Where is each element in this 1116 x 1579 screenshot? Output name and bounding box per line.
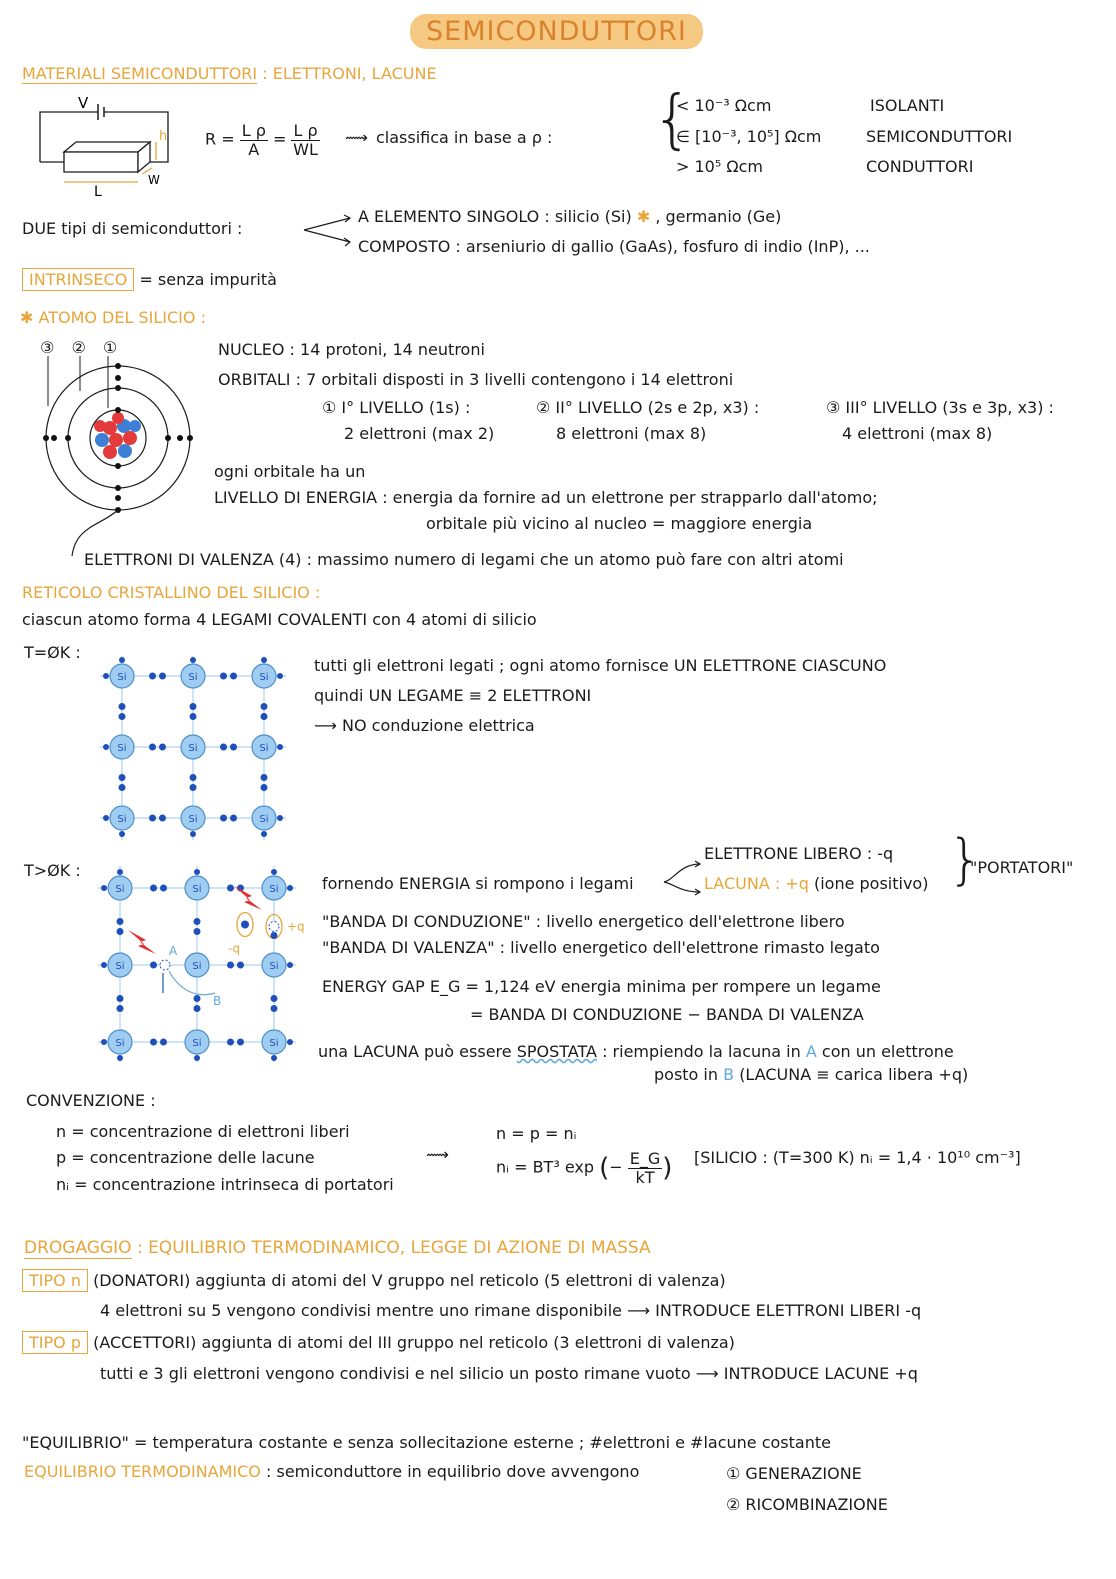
bond-electron bbox=[117, 1005, 124, 1012]
intrinsic-fraction bbox=[628, 1150, 663, 1186]
edge-electron bbox=[190, 657, 196, 663]
label-W: W bbox=[148, 173, 160, 187]
left-brace-icon: { bbox=[652, 83, 693, 157]
energy-gap-line-1: ENERGY GAP E_G = 1,124 eV energia minima per rompere un legame bbox=[322, 977, 881, 996]
doping-p-row bbox=[22, 1333, 735, 1352]
si-atom-label: Si bbox=[192, 961, 202, 972]
bond-electron bbox=[190, 703, 197, 710]
atom-heading-colon: : bbox=[200, 308, 206, 327]
free-electron-text: ELETTRONE LIBERO : -q bbox=[704, 844, 894, 863]
conduction-band-text: "BANDA DI CONDUZIONE" : livello energetico dell'elettrone libero bbox=[322, 912, 845, 931]
silicon-ni-value: [SILICIO : (T=300 K) nᵢ = 1,4 · 10¹⁰ cm⁻³] bbox=[694, 1148, 1021, 1167]
bond-electron bbox=[159, 744, 166, 751]
thermo-label: EQUILIBRIO TERMODINAMICO bbox=[24, 1462, 261, 1481]
hole-tail: (ione positivo) bbox=[813, 874, 929, 893]
energy-gap-line-2: = BANDA DI CONDUZIONE − BANDA DI VALENZA bbox=[470, 1005, 864, 1024]
level-1-marker: ① bbox=[102, 338, 124, 357]
generation-label: ① GENERAZIONE bbox=[726, 1464, 862, 1483]
si-atom-label: Si bbox=[269, 1038, 279, 1049]
bond-electron bbox=[190, 774, 197, 781]
si-atom-label: Si bbox=[117, 814, 127, 825]
bond-electron bbox=[271, 995, 278, 1002]
edge-electron bbox=[101, 1039, 107, 1045]
bond-electron bbox=[230, 815, 237, 822]
class-row-1-range: < 10⁻³ Ωcm bbox=[676, 96, 772, 115]
edge-electron bbox=[194, 1055, 200, 1061]
level-2-title: ② II° LIVELLO (2s e 2p, x3) : bbox=[536, 398, 760, 417]
wavy-arrow-icon: ⟿ bbox=[426, 1145, 449, 1164]
si-atom-label: Si bbox=[188, 743, 198, 754]
bond-electron bbox=[194, 1005, 201, 1012]
bond-electron bbox=[220, 744, 227, 751]
bond-electron bbox=[117, 918, 124, 925]
right-brace-icon: } bbox=[948, 828, 983, 891]
valence-band-text: "BANDA DI VALENZA" : livello energetico dell'elettrone rimasto legato bbox=[322, 938, 880, 957]
edge-electron bbox=[287, 962, 293, 968]
doping-subheading: : EQUILIBRIO TERMODINAMICO, LEGGE DI AZIONE DI MASSA bbox=[136, 1238, 651, 1258]
edge-electron bbox=[119, 657, 125, 663]
lattice-subtitle: ciascun atomo forma 4 LEGAMI COVALENTI con 4 atomi di silicio bbox=[22, 610, 537, 629]
hole-move-line2-post: (LACUNA ≡ carica libera +q) bbox=[739, 1065, 969, 1084]
energy-break-text: fornendo ENERGIA si rompono i legami bbox=[322, 874, 634, 893]
wavy-arrow-icon: ⟿ bbox=[345, 128, 368, 147]
bond-electron bbox=[150, 1039, 157, 1046]
split-arrow-icon bbox=[660, 860, 704, 896]
nucleus-text: NUCLEO : 14 protoni, 14 neutroni bbox=[218, 340, 485, 359]
bond-electron bbox=[119, 703, 126, 710]
fraction-2-num: L ρ bbox=[293, 121, 318, 140]
edge-electron bbox=[271, 1055, 277, 1061]
si-atom-label: Si bbox=[192, 1038, 202, 1049]
convention-n: n = concentrazione di elettroni liberi bbox=[56, 1122, 350, 1141]
bond-electron bbox=[194, 995, 201, 1002]
bond-electron bbox=[230, 673, 237, 680]
energy-line-2: orbitale più vicino al nucleo = maggiore energia bbox=[426, 514, 813, 533]
bond-electron bbox=[194, 928, 201, 935]
equilibrium-def: "EQUILIBRIO" = temperatura costante e senza sollecitazione esterne ; #elettroni e #lacune costante bbox=[22, 1433, 831, 1452]
level-3-desc: 4 elettroni (max 8) bbox=[842, 424, 993, 443]
bond-electron bbox=[159, 673, 166, 680]
label-b: B bbox=[213, 994, 222, 1008]
bond-electron bbox=[271, 1005, 278, 1012]
edge-electron bbox=[271, 869, 277, 875]
energy-intro: ogni orbitale ha un bbox=[214, 462, 366, 481]
edge-electron bbox=[287, 885, 293, 891]
formula-eq: = bbox=[272, 129, 287, 149]
si-atom-label: Si bbox=[259, 743, 269, 754]
hole-move-line-1 bbox=[318, 1042, 954, 1061]
edge-electron bbox=[103, 815, 109, 821]
si-atom-label: Si bbox=[117, 672, 127, 683]
edge-electron bbox=[277, 815, 283, 821]
bond-electron bbox=[149, 815, 156, 822]
fraction-2-den: WL bbox=[293, 139, 318, 159]
bond-electron bbox=[194, 918, 201, 925]
edge-electron bbox=[277, 744, 283, 750]
thermo-row bbox=[24, 1462, 639, 1481]
bond-electron bbox=[190, 784, 197, 791]
edge-electron bbox=[101, 962, 107, 968]
edge-electron bbox=[101, 885, 107, 891]
class-row-1-label: ISOLANTI bbox=[870, 96, 945, 115]
hole-move-line-2 bbox=[654, 1065, 968, 1084]
bond-electron bbox=[119, 713, 126, 720]
lightning-icon bbox=[128, 930, 156, 954]
materials-heading-row bbox=[22, 64, 437, 83]
edge-electron bbox=[119, 831, 125, 837]
star-icon: ✱ bbox=[636, 207, 651, 226]
types-compound: COMPOSTO : arseniurio di gallio (GaAs), fosfuro di indio (InP), ... bbox=[358, 237, 870, 256]
hole-a bbox=[160, 960, 170, 970]
intrinsic-formula-pre: nᵢ = BT³ exp bbox=[496, 1157, 595, 1177]
intrinsic-fraction-den: kT bbox=[635, 1167, 655, 1187]
hole-move-a: A bbox=[805, 1042, 817, 1061]
minus-q-label: -q bbox=[228, 941, 240, 956]
energy-line-1: LIVELLO DI ENERGIA : energia da fornire ad un elettrone per strapparlo dall'atomo; bbox=[214, 488, 878, 507]
t0-line-3: ⟶ NO conduzione elettrica bbox=[314, 716, 535, 735]
t-above-zero-label: T>ØK : bbox=[24, 861, 81, 880]
level-2-desc: 8 elettroni (max 8) bbox=[556, 424, 707, 443]
hole-move-word: SPOSTATA bbox=[516, 1042, 597, 1061]
si-atom-label: Si bbox=[192, 884, 202, 895]
formula-r: R = bbox=[205, 129, 235, 149]
bond-electron bbox=[261, 784, 268, 791]
bond-electron bbox=[117, 995, 124, 1002]
bond-electron bbox=[237, 962, 244, 969]
level-3-title: ③ III° LIVELLO (3s e 3p, x3) : bbox=[826, 398, 1054, 417]
level-1-desc: 2 elettroni (max 2) bbox=[344, 424, 495, 443]
types-single-text: A ELEMENTO SINGOLO : silicio (Si) bbox=[358, 207, 632, 226]
type-n-line-1: (DONATORI) aggiunta di atomi del V gruppo nel reticolo (5 elettroni di valenza) bbox=[93, 1271, 726, 1290]
level-1-title: ① I° LIVELLO (1s) : bbox=[322, 398, 471, 417]
bond-electron bbox=[271, 932, 278, 939]
atom-heading: ATOMO DEL SILICIO bbox=[38, 308, 196, 327]
type-p-line-1: (ACCETTORI) aggiunta di atomi del III gruppo nel reticolo (3 elettroni di valenza) bbox=[93, 1333, 735, 1352]
bond-electron bbox=[227, 1039, 234, 1046]
si-atom-label: Si bbox=[188, 814, 198, 825]
materials-subheading: : ELETTRONI, LACUNE bbox=[262, 64, 437, 83]
bond-electron bbox=[261, 703, 268, 710]
bond-electron bbox=[160, 1039, 167, 1046]
si-atom-label: Si bbox=[115, 884, 125, 895]
bond-electron bbox=[119, 774, 126, 781]
level-3-marker: ③ bbox=[40, 338, 61, 357]
types-single bbox=[358, 207, 781, 226]
types-intro: DUE tipi di semiconduttori : bbox=[22, 219, 243, 238]
bond-electron bbox=[227, 885, 234, 892]
thermo-desc: : semiconduttore in equilibrio dove avvengono bbox=[266, 1462, 640, 1481]
si-atom-label: Si bbox=[269, 884, 279, 895]
lattice-diagram-t1 bbox=[98, 866, 308, 1062]
doping-heading: DROGAGGIO bbox=[24, 1238, 132, 1258]
label-V: V bbox=[78, 94, 89, 112]
hole-move-line2-pre: posto in bbox=[654, 1065, 719, 1084]
type-p-label: TIPO p bbox=[22, 1331, 88, 1354]
doping-heading-row bbox=[24, 1238, 651, 1258]
t0-line-1: tutti gli elettroni legati ; ogni atomo fornisce UN ELETTRONE CIASCUNO bbox=[314, 656, 887, 675]
hole-move-post: : riempiendo la lacuna in bbox=[602, 1042, 801, 1061]
convention-ni: nᵢ = concentrazione intrinseca di portatori bbox=[56, 1175, 394, 1194]
edge-electron bbox=[117, 869, 123, 875]
si-atom-label: Si bbox=[115, 961, 125, 972]
edge-electron bbox=[287, 1039, 293, 1045]
orbitals-text: ORBITALI : 7 orbitali disposti in 3 livelli contengono i 14 elettroni bbox=[218, 370, 734, 389]
bond-electron bbox=[227, 962, 234, 969]
t0-line-2: quindi UN LEGAME ≡ 2 ELETTRONI bbox=[314, 686, 592, 705]
bond-electron bbox=[220, 815, 227, 822]
lightning-icon bbox=[234, 886, 262, 910]
label-a: A bbox=[169, 944, 178, 958]
si-atom-label: Si bbox=[188, 672, 198, 683]
free-electron bbox=[241, 921, 249, 929]
t-zero-label: T=ØK : bbox=[24, 643, 81, 662]
materials-heading: MATERIALI SEMICONDUTTORI bbox=[22, 64, 258, 83]
intrinsic-row bbox=[22, 270, 277, 289]
class-row-3-label: CONDUTTORI bbox=[866, 157, 974, 176]
si-atom-label: Si bbox=[259, 814, 269, 825]
type-p-line-2: tutti e 3 gli elettroni vengono condivisi e nel silicio un posto rimane vuoto ⟶ INTRODUCE LACUNE +q bbox=[100, 1364, 918, 1383]
edge-electron bbox=[194, 869, 200, 875]
si-atom-label: Si bbox=[259, 672, 269, 683]
bond-electron bbox=[159, 815, 166, 822]
carriers-label: "PORTATORI" bbox=[970, 858, 1074, 877]
convention-p: p = concentrazione delle lacune bbox=[56, 1148, 315, 1167]
fraction-1 bbox=[240, 122, 268, 158]
recombination-label: ② RICOMBINAZIONE bbox=[726, 1495, 888, 1514]
type-n-label: TIPO n bbox=[22, 1269, 88, 1292]
doping-n-row bbox=[22, 1271, 726, 1290]
bond-electron bbox=[237, 1039, 244, 1046]
intrinsic-desc: = senza impurità bbox=[139, 270, 277, 289]
label-h: h bbox=[159, 129, 168, 144]
si-atom-label: Si bbox=[269, 961, 279, 972]
edge-electron bbox=[190, 831, 196, 837]
label-L: L bbox=[94, 184, 102, 200]
hole-text: LACUNA : +q bbox=[704, 874, 809, 893]
lattice-heading: RETICOLO CRISTALLINO DEL SILICIO : bbox=[22, 583, 321, 602]
bond-electron bbox=[261, 774, 268, 781]
lattice-diagram-t0 bbox=[98, 656, 288, 842]
edge-electron bbox=[277, 673, 283, 679]
bond-electron bbox=[190, 713, 197, 720]
bond-electron bbox=[230, 744, 237, 751]
si-atom-label: Si bbox=[117, 743, 127, 754]
class-row-2-label: SEMICONDUTTORI bbox=[866, 127, 1013, 146]
bond-electron bbox=[220, 673, 227, 680]
type-n-line-2: 4 elettroni su 5 vengono condivisi mentre uno rimane disponibile ⟶ INTRODUCE ELETTRONI LIBERI -q bbox=[100, 1301, 922, 1320]
valence-text: ELETTRONI DI VALENZA (4) : massimo numero di legami che un atomo può fare con altri atomi bbox=[84, 550, 844, 569]
hole-move-b: B bbox=[723, 1065, 735, 1084]
bond-electron bbox=[149, 673, 156, 680]
convention-heading: CONVENZIONE : bbox=[26, 1091, 156, 1110]
silicon-atom-diagram bbox=[30, 356, 210, 566]
edge-electron bbox=[117, 1055, 123, 1061]
si-atom-label: Si bbox=[115, 1038, 125, 1049]
resistor-circuit-diagram bbox=[28, 92, 178, 202]
bond-electron bbox=[261, 713, 268, 720]
bond-electron bbox=[117, 928, 124, 935]
bond-electron bbox=[119, 784, 126, 791]
hole bbox=[269, 922, 279, 932]
bond-electron bbox=[150, 885, 157, 892]
atom-heading-row bbox=[20, 308, 206, 327]
types-single-tail: , germanio (Ge) bbox=[655, 207, 782, 226]
hole-move-pre: una LACUNA può essere bbox=[318, 1042, 512, 1061]
hole-row bbox=[704, 874, 928, 893]
hole-move-post2: con un elettrone bbox=[821, 1042, 954, 1061]
fraction-1-den: A bbox=[248, 139, 260, 159]
intrinsic-fraction-num: E_G bbox=[629, 1149, 661, 1168]
edge-electron bbox=[103, 744, 109, 750]
plus-q-label: +q bbox=[287, 919, 305, 934]
page-title: SEMICONDUTTORI bbox=[410, 14, 703, 49]
classify-text: classifica in base a ρ : bbox=[376, 128, 553, 147]
bond-electron bbox=[150, 962, 157, 969]
bond-electron bbox=[160, 885, 167, 892]
bond-electron bbox=[149, 744, 156, 751]
equality-n-p: n = p = nᵢ bbox=[496, 1124, 577, 1143]
branch-arrow-icon bbox=[300, 208, 356, 252]
orbit-level-markers bbox=[40, 338, 123, 357]
intrinsic-label: INTRINSECO bbox=[22, 268, 134, 291]
fraction-2 bbox=[291, 122, 319, 158]
class-row-2-range: ∈ [10⁻³, 10⁵] Ωcm bbox=[676, 127, 822, 146]
class-row-3-range: > 10⁵ Ωcm bbox=[676, 157, 763, 176]
edge-electron bbox=[261, 657, 267, 663]
level-2-marker: ② bbox=[71, 338, 92, 357]
star-icon: ✱ bbox=[20, 308, 34, 327]
edge-electron bbox=[261, 831, 267, 837]
resistance-formula bbox=[205, 122, 320, 158]
edge-electron bbox=[103, 673, 109, 679]
fraction-1-num: L ρ bbox=[241, 121, 266, 140]
intrinsic-formula: nᵢ = BT³ exp (− $\frac{E\_G}{kT}$ ) bbox=[496, 1149, 673, 1187]
